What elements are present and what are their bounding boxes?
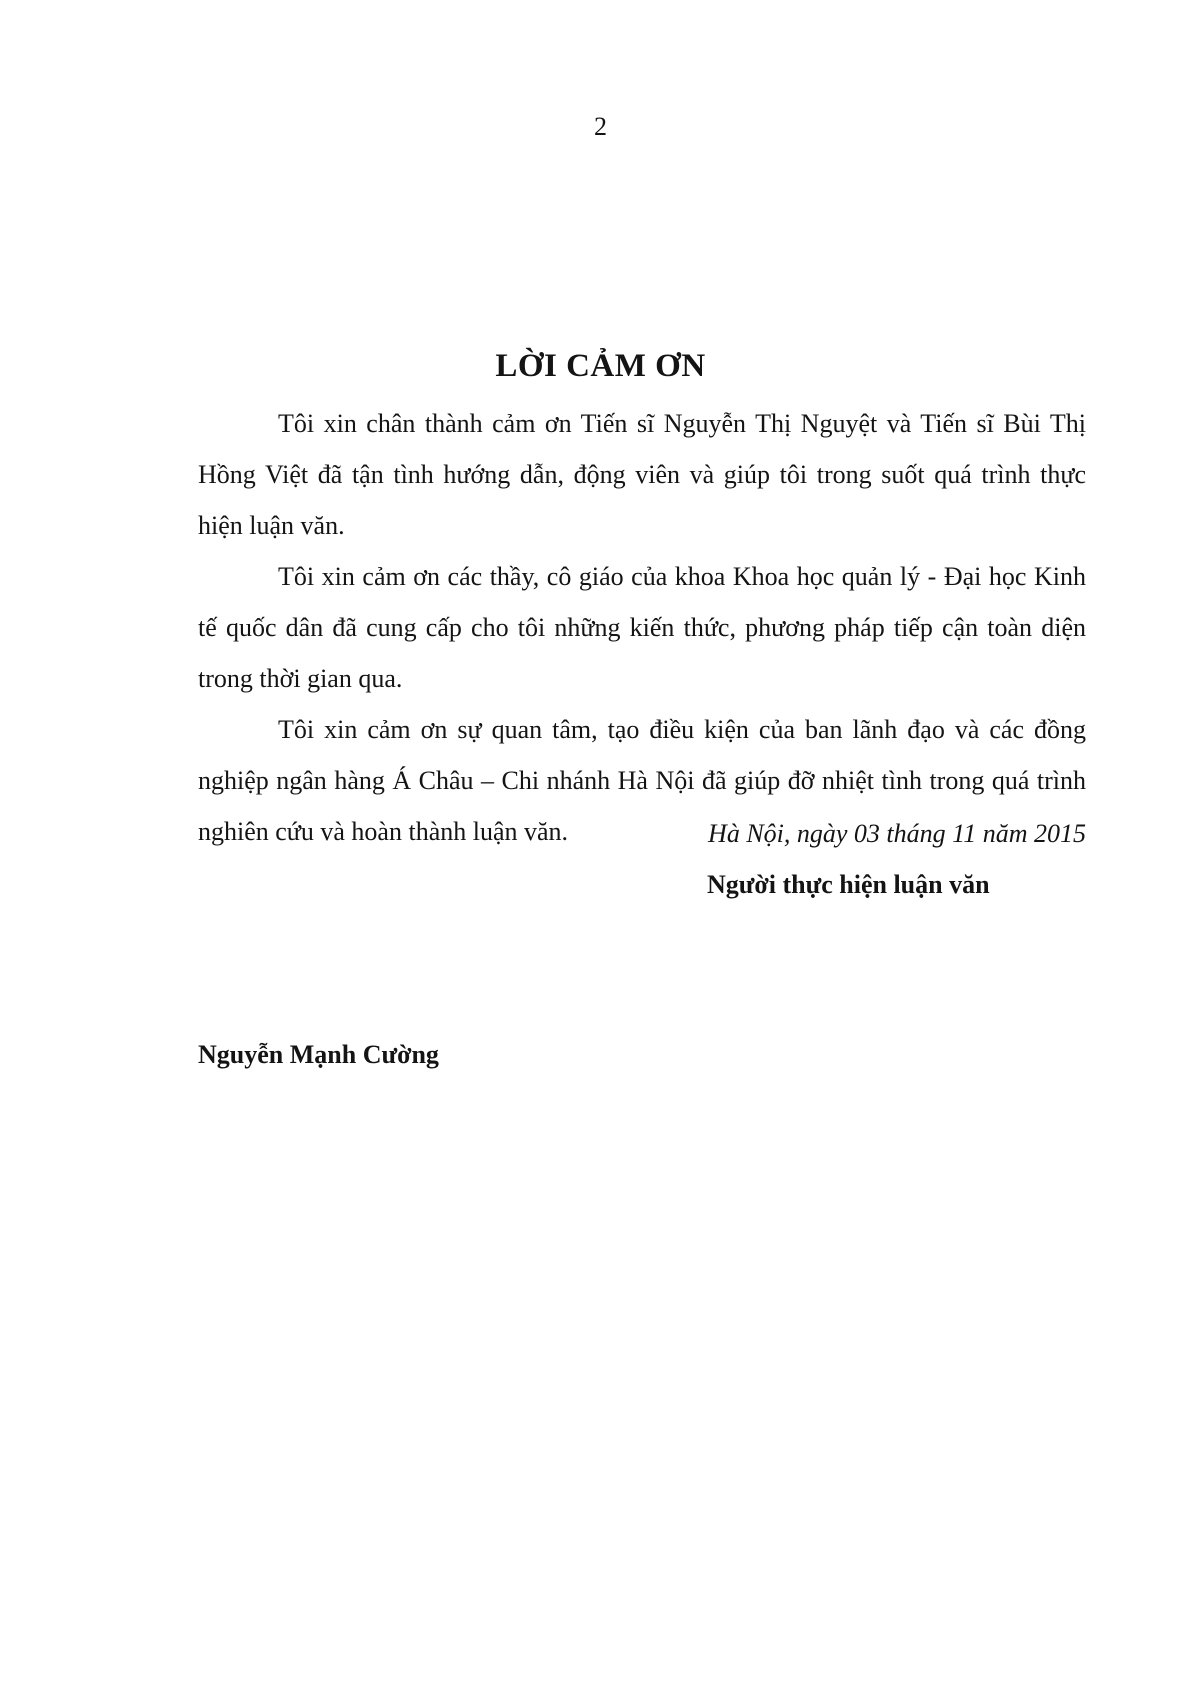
page-title: LỜI CẢM ƠN <box>495 348 706 384</box>
signature-block <box>600 808 1086 910</box>
page-number: 2 <box>594 112 607 141</box>
paragraph: Tôi xin cảm ơn sự quan tâm, tạo điều kiện của ban lãnh đạo và các đồng nghiệp ngân hàng Á Châu – Chi nhánh Hà Nội đã giúp đỡ nhiệt tình trong quá trình nghiên cứu và hoàn thành luận văn. <box>198 715 1086 846</box>
paragraph: Tôi xin chân thành cảm ơn Tiến sĩ Nguyễn Thị Nguyệt và Tiến sĩ Bùi Thị Hồng Việt đã tận tình hướng dẫn, động viên và giúp tôi trong suốt quá trình thực hiện luận văn. <box>198 409 1086 540</box>
paragraph: Tôi xin cảm ơn các thầy, cô giáo của khoa Khoa học quản lý - Đại học Kinh tế quốc dân đã cung cấp cho tôi những kiến thức, phương pháp tiếp cận toàn diện trong thời gian qua. <box>198 562 1086 693</box>
place-date: Hà Nội, ngày 03 tháng 11 năm 2015 <box>708 819 1086 848</box>
signer-role: Người thực hiện luận văn <box>707 870 990 899</box>
acknowledgement-body <box>198 398 1086 857</box>
author-name: Nguyễn Mạnh Cường <box>198 1040 439 1069</box>
